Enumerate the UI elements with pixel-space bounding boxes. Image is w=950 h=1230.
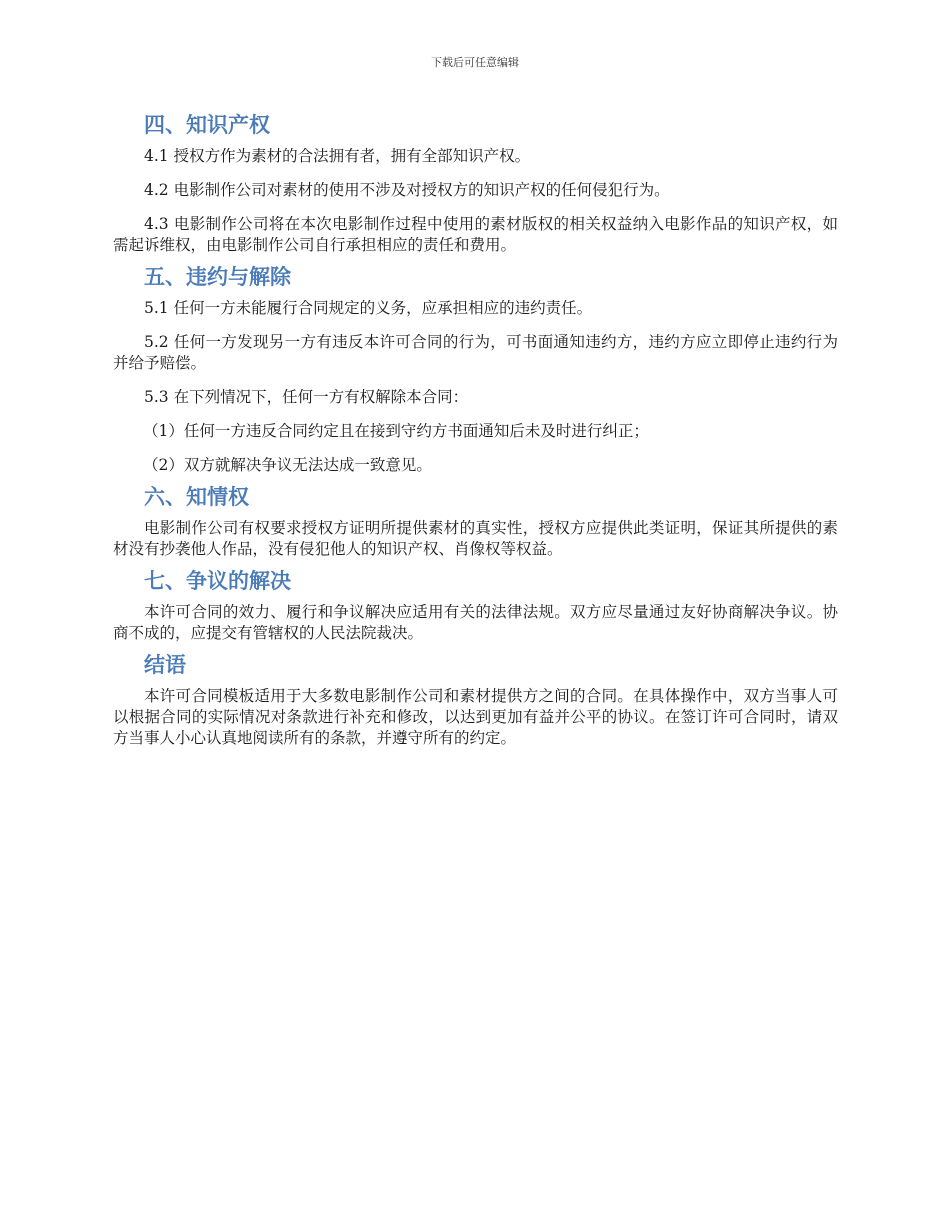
section-title-dispute: 七、争议的解决	[144, 569, 291, 593]
section-title-right-to-know: 六、知情权	[144, 485, 249, 509]
header-note: 下载后可任意编辑	[431, 56, 519, 69]
section-title-conclusion: 结语	[144, 653, 186, 677]
paragraph-ip-1: 4.1 授权方作为素材的合法拥有者，拥有全部知识产权。	[144, 147, 531, 165]
paragraph-breach-1: 5.1 任何一方未能履行合同规定的义务，应承担相应的违约责任。	[144, 299, 593, 317]
section-title-ip: 四、知识产权	[144, 113, 270, 137]
paragraph-conclusion-1: 本许可合同模板适用于大多数电影制作公司和素材提供方之间的合同。在具体操作中，双方当事人可以根据合同的实际情况对条款进行补充和修改，以达到更加有益并公平的协议。在签订许可合同时，请双方当事人小心认真地阅读所有的条款，并遵守所有的约定。	[113, 687, 838, 747]
paragraph-ip-3: 4.3 电影制作公司将在本次电影制作过程中使用的素材版权的相关权益纳入电影作品的知识产权，如需起诉维权，由电影制作公司自行承担相应的责任和费用。	[113, 215, 838, 254]
paragraph-dispute-1: 本许可合同的效力、履行和争议解决应适用有关的法律法规。双方应尽量通过友好协商解决争议。协商不成的，应提交有管辖权的人民法院裁决。	[113, 603, 838, 642]
paragraph-breach-2: 5.2 任何一方发现另一方有违反本许可合同的行为，可书面通知违约方，违约方应立即停止违约行为并给予赔偿。	[113, 333, 838, 372]
paragraph-breach-3: 5.3 在下列情况下，任何一方有权解除本合同：	[144, 388, 469, 406]
document-body	[113, 108, 838, 749]
list-item-breach-1: （1）任何一方违反合同约定且在接到守约方书面通知后未及时进行纠正；	[143, 422, 649, 440]
paragraph-ip-2: 4.2 电影制作公司对素材的使用不涉及对授权方的知识产权的任何侵犯行为。	[144, 181, 670, 199]
list-item-breach-2: （2）双方就解决争议无法达成一致意见。	[143, 456, 432, 474]
paragraph-right-to-know-1: 电影制作公司有权要求授权方证明所提供素材的真实性，授权方应提供此类证明，保证其所提供的素材没有抄袭他人作品，没有侵犯他人的知识产权、肖像权等权益。	[113, 519, 838, 558]
section-title-breach: 五、违约与解除	[144, 265, 291, 289]
